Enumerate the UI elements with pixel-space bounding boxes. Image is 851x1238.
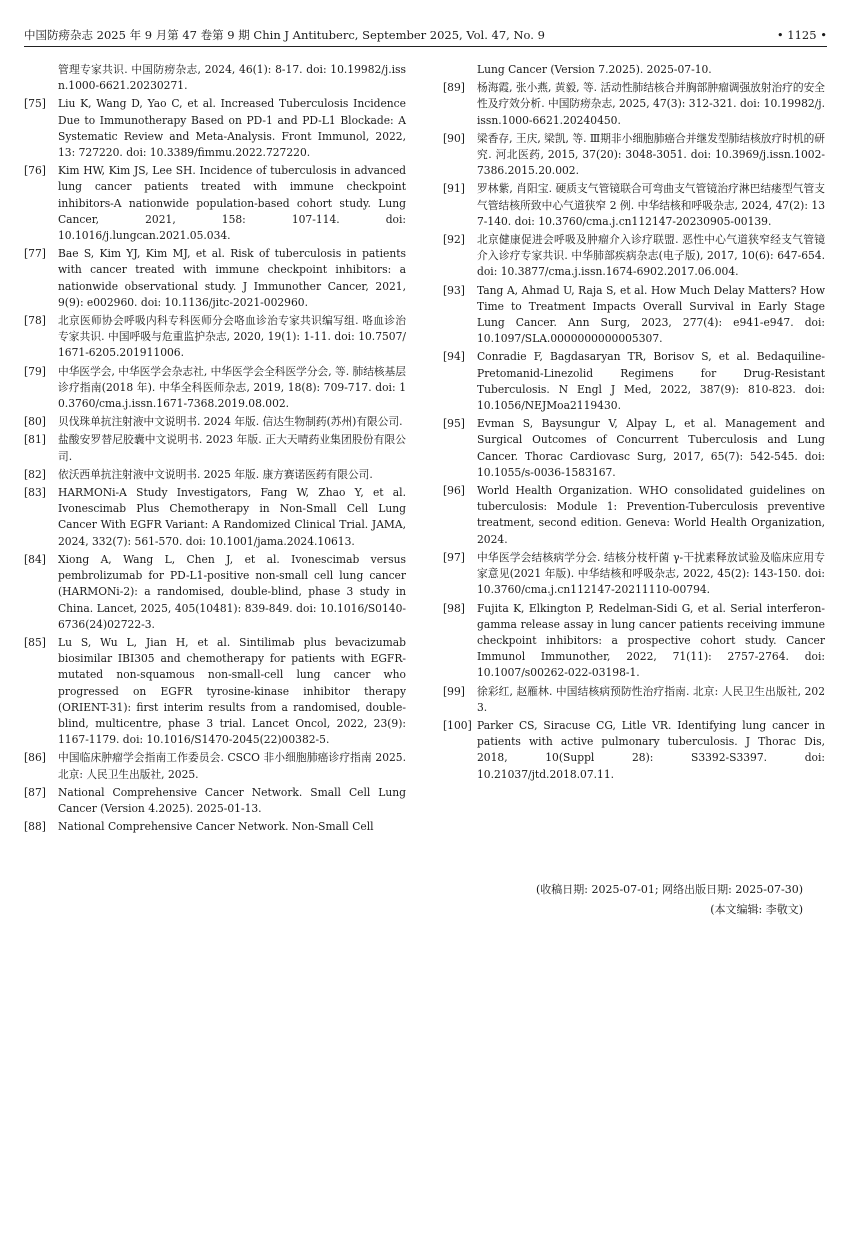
reference-number: [91]	[443, 182, 465, 196]
reference-item	[24, 819, 406, 835]
reference-text: 徐彩红, 赵雁林. 中国结核病预防性治疗指南. 北京: 人民卫生出版社, 2023.	[477, 684, 825, 714]
article-footer	[473, 880, 803, 920]
reference-item	[24, 635, 406, 748]
reference-number: [97]	[443, 550, 465, 564]
reference-item	[443, 80, 825, 129]
reference-item	[24, 432, 406, 464]
reference-number: [84]	[24, 552, 46, 566]
reference-number: [98]	[443, 601, 465, 615]
reference-item	[443, 684, 825, 716]
reference-item	[24, 96, 406, 161]
reference-item	[24, 246, 406, 311]
reference-text: 北京健康促进会呼吸及肿瘤介入诊疗联盟. 恶性中心气道狭窄经支气管镜介入诊疗专家共识. 中华肺部疾病杂志(电子版), 2017, 10(6): 647-654. doi: 10.3877/cma.j.issn.1674-6902.2017.06.004.	[477, 233, 825, 279]
running-header	[24, 26, 827, 47]
reference-item	[24, 485, 406, 550]
reference-item	[443, 232, 825, 281]
reference-item	[443, 550, 825, 599]
reference-item	[443, 349, 825, 414]
reference-number: [80]	[24, 415, 46, 429]
reference-text: Lung Cancer (Version 7.2025). 2025-07-10.	[477, 63, 712, 76]
reference-item	[24, 313, 406, 362]
reference-number: [86]	[24, 751, 46, 765]
reference-item	[443, 283, 825, 348]
reference-item	[24, 62, 406, 94]
page-number: • 1125 •	[776, 28, 827, 42]
reference-text: 依沃西单抗注射液中文说明书. 2025 年版. 康方赛诺医药有限公司.	[58, 467, 373, 481]
editor-credit: (本文编辑: 李敬文)	[710, 903, 803, 916]
reference-number: [76]	[24, 164, 46, 178]
reference-number: [81]	[24, 433, 46, 447]
reference-number: [96]	[443, 484, 465, 498]
right-reference-column	[443, 62, 825, 785]
reference-text: 中国临床肿瘤学会指南工作委员会. CSCO 非小细胞肺癌诊疗指南 2025. 北京: 人民卫生出版社, 2025.	[58, 751, 406, 781]
reference-text: 贝伐珠单抗注射液中文说明书. 2024 年版. 信达生物制药(苏州)有限公司.	[58, 415, 403, 429]
reference-number: [87]	[24, 785, 46, 799]
reference-text: Bae S, Kim YJ, Kim MJ, et al. Risk of tuberculosis in patients with cancer treated with immune checkpoint inhibitors: a nationwide observational study. J Immunother Cancer, 2021, 9(9): e002960. doi: 10.1136/jitc-2021-002960.	[58, 247, 406, 309]
reference-number: [90]	[443, 131, 465, 145]
reference-text: 杨海霞, 张小燕, 黄毅, 等. 活动性肺结核合并胸部肿瘤调强放射治疗的安全性及疗效分析. 中国防痨杂志, 2025, 47(3): 312-321. doi: 10.19982/j.issn.1000-6621.20240450.	[477, 81, 825, 127]
reference-number: [82]	[24, 467, 46, 481]
reference-text: National Comprehensive Cancer Network. Small Cell Lung Cancer (Version 4.2025). 2025-01-13.	[58, 785, 406, 815]
reference-text: 管理专家共识. 中国防痨杂志, 2024, 46(1): 8-17. doi: 10.19982/j.issn.1000-6621.20230271.	[58, 63, 406, 93]
reference-text: 梁香存, 王庆, 梁凯, 等. Ⅲ期非小细胞肺癌合并继发型肺结核放疗时机的研究. 河北医药, 2015, 37(20): 3048-3051. doi: 10.3969/j.issn.1002-7386.2015.20.002.	[477, 131, 825, 178]
reference-text: 中华医学会结核病学分会. 结核分枝杆菌 γ-干扰素释放试验及临床应用专家意见(2021 年版). 中华结核和呼吸杂志, 2022, 45(2): 143-150. doi: 10.3760/cma.j.cn112147-20211110-00794.	[477, 550, 825, 597]
reference-number: [83]	[24, 486, 46, 500]
reference-item	[24, 364, 406, 413]
reference-item	[443, 62, 825, 78]
left-reference-column	[24, 62, 406, 837]
reference-text: Evman S, Baysungur V, Alpay L, et al. Management and Surgical Outcomes of Concurrent Tuberculosis and Lung Cancer. Thorac Cardiovasc Surg, 2017, 65(7): 542-545. doi: 10.1055/s-0036-1583167.	[477, 417, 825, 479]
reference-number: [100]	[443, 718, 472, 732]
reference-text: World Health Organization. WHO consolidated guidelines on tuberculosis: Module 1: Prevention-Tuberculosis preventive treatment, second edition. Geneva: World Health Organization, 2024.	[477, 484, 825, 546]
reference-text: Kim HW, Kim JS, Lee SH. Incidence of tuberculosis in advanced lung cancer patients treated with immune checkpoint inhibitors-A nationwide population-based cohort study. Lung Cancer, 2021, 158: 107-114. doi: 10.1016/j.lungcan.2021.05.034.	[58, 164, 406, 243]
reference-text: 罗林紫, 肖阳宝. 硬质支气管镜联合可弯曲支气管镜治疗淋巴结瘘型气管支气管结核所致中心气道狭窄 2 例. 中华结核和呼吸杂志, 2024, 47(2): 137-140. doi: 10.3760/cma.j.cn112147-20230905-00139.	[477, 182, 825, 228]
reference-number: [99]	[443, 684, 465, 698]
reference-text: Xiong A, Wang L, Chen J, et al. Ivonescimab versus pembrolizumab for PD-L1-positive non-small cell lung cancer (HARMONi-2): a randomised, double-blind, phase 3 study in China. Lancet, 2025, 405(10481): 839-849. doi: 10.1016/S0140-6736(24)02722-3.	[58, 552, 406, 631]
reference-text: Parker CS, Siracuse CG, Litle VR. Identifying lung cancer in patients with active pulmonary tuberculosis. J Thorac Dis, 2018, 10(Suppl 28): S3392-S3397. doi: 10.21037/jtd.2018.07.11.	[477, 718, 825, 781]
reference-number: [85]	[24, 635, 46, 649]
reference-number: [75]	[24, 97, 46, 111]
reference-number: [77]	[24, 247, 46, 261]
reference-item	[443, 181, 825, 230]
reference-text: National Comprehensive Cancer Network. Non-Small Cell	[58, 820, 374, 834]
reference-number: [92]	[443, 233, 465, 247]
reference-number: [78]	[24, 314, 46, 328]
reference-item	[24, 467, 406, 483]
reference-number: [94]	[443, 350, 465, 364]
reference-number: [79]	[24, 364, 46, 378]
reference-text: Tang A, Ahmad U, Raja S, et al. How Much Delay Matters? How Time to Treatment Impacts Overall Survival in Early Stage Lung Cancer. Ann Surg, 2023, 277(4): e941-e947. doi: 10.1097/SLA.0000000000005307.	[477, 283, 825, 346]
reference-item	[24, 163, 406, 244]
reference-number: [95]	[443, 417, 465, 431]
reference-item	[443, 131, 825, 180]
reference-text: Conradie F, Bagdasaryan TR, Borisov S, et al. Bedaquiline-Pretomanid-Linezolid Regimens for Drug-Resistant Tuberculosis. N Engl J Med, 2022, 387(9): 810-823. doi: 10.1056/NEJMoa2119430.	[477, 350, 825, 413]
reference-item	[443, 483, 825, 548]
reference-item	[443, 416, 825, 481]
reference-item	[443, 601, 825, 682]
reference-text: Lu S, Wu L, Jian H, et al. Sintilimab plus bevacizumab biosimilar IBI305 and chemotherapy for patients with EGFR-mutated non-squamous non-small-cell lung cancer who progressed on EGFR tyrosine-kinase inhibitor therapy (ORIENT-31): first interim results from a randomised, double-blind, multicentre, phase 3 trial. Lancet Oncol, 2022, 23(9): 1167-1179. doi: 10.1016/S1470-2045(22)00382-5.	[58, 635, 406, 747]
reference-number: [89]	[443, 81, 465, 95]
journal-citation: 中国防痨杂志 2025 年 9 月第 47 卷第 9 期 Chin J Antituberc, September 2025, Vol. 47, No. 9	[24, 28, 545, 42]
reference-text: 中华医学会, 中华医学会杂志社, 中华医学会全科医学分会, 等. 肺结核基层诊疗指南(2018 年). 中华全科医师杂志, 2019, 18(8): 709-717. doi: 10.3760/cma.j.issn.1671-7368.2019.08.002.	[58, 364, 406, 411]
reference-text: Fujita K, Elkington P, Redelman-Sidi G, et al. Serial interferon-gamma release assay in lung cancer patients receiving immune checkpoint inhibitors: a prospective cohort study. Cancer Immunol Immunother, 2022, 71(11): 2757-2764. doi: 10.1007/s00262-022-03198-1.	[477, 601, 825, 680]
reference-text: Liu K, Wang D, Yao C, et al. Increased Tuberculosis Incidence Due to Immunotherapy Based on PD-1 and PD-L1 Blockade: A Systematic Review and Meta-Analysis. Front Immunol, 2022, 13: 727220. doi: 10.3389/fimmu.2022.727220.	[58, 97, 406, 160]
reference-item	[24, 552, 406, 633]
reference-item	[443, 718, 825, 783]
reference-text: 盐酸安罗替尼胶囊中文说明书. 2023 年版. 正大天晴药业集团股份有限公司.	[58, 433, 406, 463]
reference-number: [88]	[24, 820, 46, 834]
reference-item	[24, 750, 406, 782]
reference-number: [93]	[443, 283, 465, 297]
received-dates: (收稿日期: 2025-07-01; 网络出版日期: 2025-07-30)	[535, 883, 803, 896]
reference-text: HARMONi-A Study Investigators, Fang W, Zhao Y, et al. Ivonescimab Plus Chemotherapy in Non-Small Cell Lung Cancer With EGFR Variant: A Randomized Clinical Trial. JAMA, 2024, 332(7): 561-570. doi: 10.1001/jama.2024.10613.	[58, 486, 406, 548]
reference-text: 北京医师协会呼吸内科专科医师分会咯血诊治专家共识编写组. 咯血诊治专家共识. 中国呼吸与危重监护杂志, 2020, 19(1): 1-11. doi: 10.7507/1671-6205.201911006.	[58, 314, 406, 360]
reference-item	[24, 785, 406, 817]
reference-item	[24, 414, 406, 430]
